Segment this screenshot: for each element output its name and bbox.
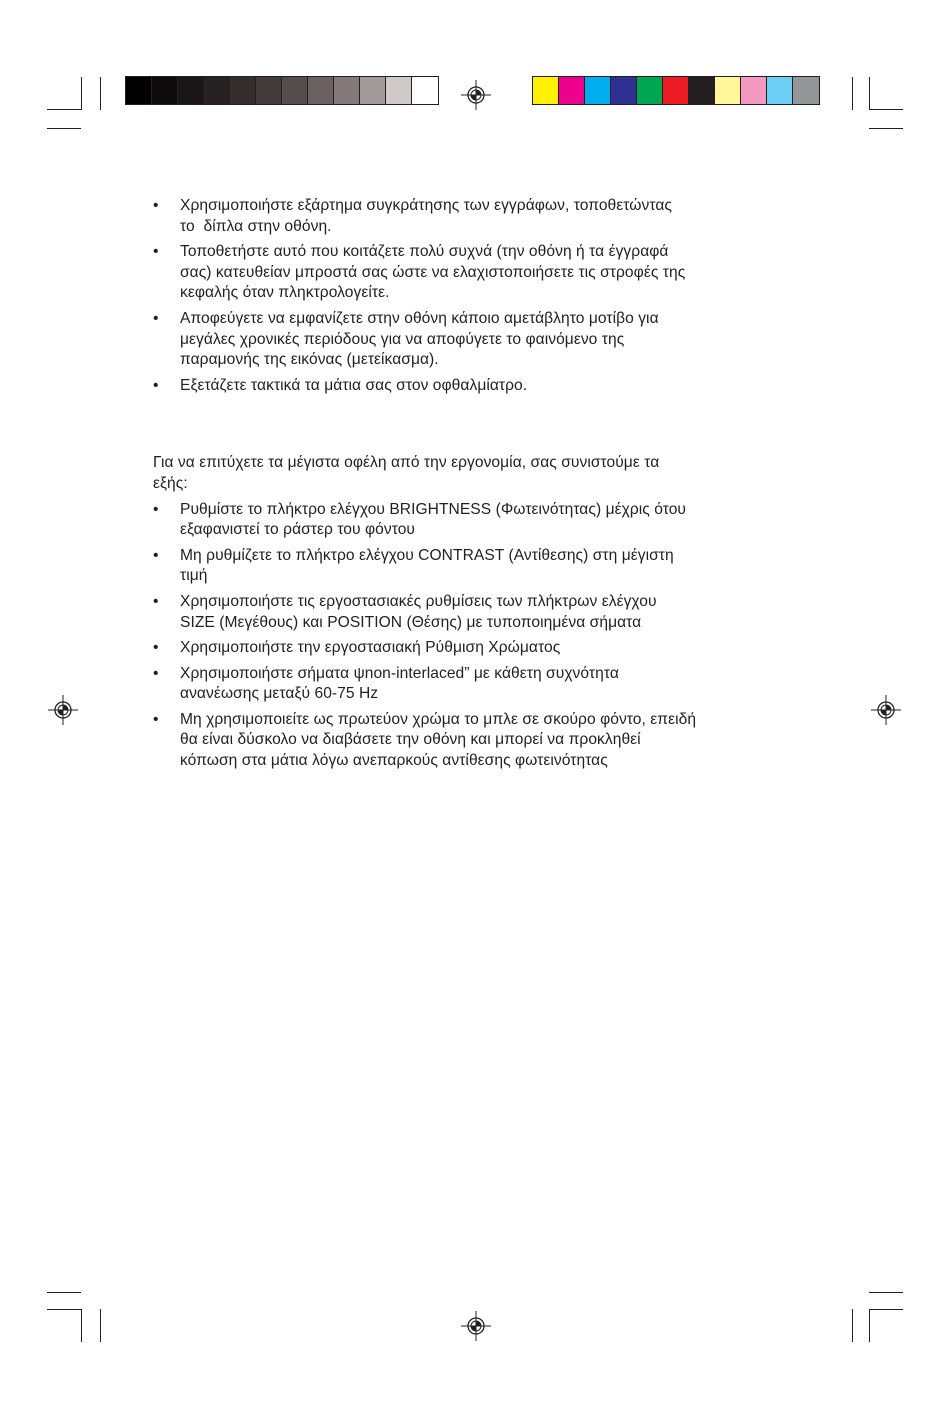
color-swatch	[334, 77, 360, 104]
crop-mark	[869, 128, 903, 129]
registration-mark-icon	[48, 695, 78, 725]
list-item: • Χρησιμοποιήστε την εργοστασιακή Ρύθμιση Χρώματος	[153, 638, 793, 659]
list-item: • Μη ρυθμίζετε το πλήκτρο ελέγχου CONTRAST (Αντίθεσης) στη μέγιστη τιμή	[153, 546, 793, 587]
crop-mark	[869, 77, 870, 110]
color-swatch	[611, 77, 637, 104]
color-swatch	[178, 77, 204, 104]
crop-mark	[47, 109, 81, 110]
color-calibration-bar	[532, 76, 820, 105]
list-item: • Μη χρησιμοποιείτε ως πρωτεύον χρώμα το μπλε σε σκούρο φόντο, επειδή θα είναι δύσκολο να διαβάσετε την οθόνη και μπορεί να προκληθεί κόπωση στα μάτια λόγω ανεπαρκούς αντίθεσης φωτεινότητας	[153, 710, 793, 772]
grayscale-calibration-bar	[125, 76, 439, 105]
precautions-list	[153, 196, 793, 396]
color-swatch	[793, 77, 819, 104]
crop-mark	[869, 1292, 903, 1293]
color-swatch	[360, 77, 386, 104]
list-item: • Χρησιμοποιήστε εξάρτημα συγκράτησης των εγγράφων, τοποθετώντας το δίπλα στην οθόνη.	[153, 196, 793, 237]
crop-mark	[869, 1309, 870, 1342]
crop-mark	[81, 1309, 82, 1342]
document-body	[153, 196, 793, 777]
color-swatch	[689, 77, 715, 104]
color-swatch	[767, 77, 793, 104]
crop-mark	[100, 1309, 101, 1342]
color-swatch	[559, 77, 585, 104]
ergonomics-intro: Για να επιτύχετε τα μέγιστα οφέλη από την εργονομία, σας συνιστούμε τα εξής:	[153, 454, 660, 492]
color-swatch	[663, 77, 689, 104]
crop-mark	[852, 1309, 853, 1342]
registration-mark-icon	[461, 1311, 491, 1341]
crop-mark	[869, 1309, 903, 1310]
registration-mark-icon	[461, 80, 491, 110]
color-swatch	[533, 77, 559, 104]
crop-mark	[852, 77, 853, 110]
list-item: • Αποφεύγετε να εμφανίζετε στην οθόνη κάποιο αμετάβλητο μοτίβο για μεγάλες χρονικές περιόδους για να αποφύγετε το φαινόμενο της παραμονής της εικόνας (μετείκασμα).	[153, 309, 793, 371]
crop-mark	[100, 77, 101, 110]
color-swatch	[412, 77, 438, 104]
color-swatch	[386, 77, 412, 104]
color-swatch	[230, 77, 256, 104]
list-item: • Εξετάζετε τακτικά τα μάτια σας στον οφθαλμίατρο.	[153, 376, 793, 397]
color-swatch	[637, 77, 663, 104]
crop-mark	[47, 1309, 81, 1310]
crop-mark	[47, 1292, 81, 1293]
color-swatch	[741, 77, 767, 104]
ergonomics-list	[153, 500, 793, 772]
color-swatch	[715, 77, 741, 104]
list-item: • Τοποθετήστε αυτό που κοιτάζετε πολύ συχνά (την οθόνη ή τα έγγραφά σας) κατευθείαν μπροστά σας ώστε να ελαχιστοποιήσετε τις στροφές της κεφαλής όταν πληκτρολογείτε.	[153, 242, 793, 304]
color-swatch	[308, 77, 334, 104]
list-item: • Χρησιμοποιήστε σήματα ψnon-interlaced” με κάθετη συχνότητα ανανέωσης μεταξύ 60-75 Hz	[153, 664, 793, 705]
list-item: • Χρησιμοποιήστε τις εργοστασιακές ρυθμίσεις των πλήκτρων ελέγχου SIZE (Μεγέθους) και POSITION (Θέσης) με τυποποιημένα σήματα	[153, 592, 793, 633]
crop-mark	[47, 128, 81, 129]
registration-mark-icon	[871, 695, 901, 725]
color-swatch	[126, 77, 152, 104]
color-swatch	[152, 77, 178, 104]
color-swatch	[282, 77, 308, 104]
crop-mark	[81, 77, 82, 110]
color-swatch	[256, 77, 282, 104]
color-swatch	[204, 77, 230, 104]
crop-mark	[869, 109, 903, 110]
list-item: • Ρυθμίστε το πλήκτρο ελέγχου BRIGHTNESS (Φωτεινότητας) μέχρις ότου εξαφανιστεί το ράστερ του φόντου	[153, 500, 793, 541]
color-swatch	[585, 77, 611, 104]
